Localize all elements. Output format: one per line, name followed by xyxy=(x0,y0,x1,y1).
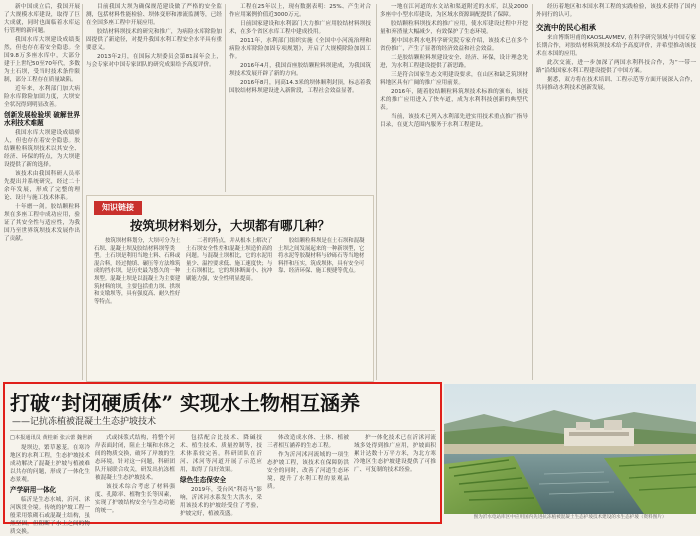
middle-right-column xyxy=(229,3,371,193)
article-headline: 打破“封闭硬质体” 实现水土物相互涵养 xyxy=(10,391,360,415)
headline-rule xyxy=(10,430,435,431)
article-paragraph: 2019年，受台风“利奇马”影响，沂沭河水系发生大洪水，采用该技术的护坡经受住了考验，护坡完好，植被茂盛。 xyxy=(180,487,262,517)
article-paragraph: 式或抹浆式结构，将整个河岸表面封闭，阻止土壤和水体之间的物质交换，破坏了岸坡的生态环境。针对这一问题，科研团队开展联合攻关，研发出抗冻植被混凝土生态护坡技术。 xyxy=(95,435,175,481)
dam-photo xyxy=(444,384,696,514)
far-right-paragraph: 据悉，双方将在技术培训、工程示范等方面开展深入合作，共同推动水利技术创新发展。 xyxy=(536,77,696,91)
article-paragraph: 作为沂河沭河流域的一项生态护坡工程，该技术在保障防洪安全的同时，改善了河道生态环境，提升了水利工程的景观品质。 xyxy=(267,452,349,490)
left-paragraph: 近年来，水利部门加大病险水库除险加固力度，大坝安全状况得到明显改善。 xyxy=(4,86,80,108)
knowledge-link-col xyxy=(278,238,366,374)
article-section-heading: 绿色生态保安全 xyxy=(180,476,227,484)
left-paragraph: 我国水库大坝建设成绩斐然，但也存在着安全隐患。全国9.8万多座水库中，大部分建于上世纪50至70年代，多数为土石坝，受当时技术条件限制，部分工程存在质量缺陷。 xyxy=(4,37,80,83)
knowledge-paragraph: 胶结颗粒料坝是在土石坝和混凝土坝之间发展起来的一种新坝型，它将水泥等胶凝材料与砂砾石等当地材料拌和压实，筑成坝体，具有安全可靠、经济环保、施工便捷等优点。 xyxy=(278,238,365,275)
article-paragraph: 护一体化技术已在沂沭河流域多处得到推广应用，护坡面积累计达数十万平方米，为北方寒冷地区生态护坡建设提供了可推广、可复制的技术经验。 xyxy=(354,435,436,473)
middle-paragraph: 2016年8月，同高14.3米的坝体顺利封顶，标志着我国胶结材料坝建设进入新阶段，工程社会效益显著。 xyxy=(229,80,371,94)
middle-paragraph: 目前我国大坝为确保规范建设做了严格的安全监测，包括材料性能检验、坝体变形和渗流监测等，已经在全国多座工程中开展应用。 xyxy=(86,4,222,26)
right-paragraph: 二是胶结颗粒料坝建设安全、经济、环保，设计理念先进，为水利工程建设提供了新思路。 xyxy=(380,55,528,69)
left-article-column xyxy=(4,3,80,379)
right-column xyxy=(380,3,528,379)
article-col-4 xyxy=(267,434,349,520)
middle-paragraph: 2016年4月，我国首座胶结颗粒料坝建成，为我国筑坝技术发展开辟了新的方向。 xyxy=(229,63,371,77)
article-section-heading: 产学研用一体化 xyxy=(10,486,57,494)
knowledge-link-col xyxy=(186,238,274,374)
photo-caption: 图为沂水电站库区中应用国内先进抗冻植被混凝土生态护坡技术建设的水生态护坡（资料图片） xyxy=(473,515,667,520)
knowledge-paragraph: 二者的特点，并从根本上解决了土石坝安全性差和混凝土坝造价高的问题。与混凝土坝相比，它的水泥用量少、温控要求低、施工速度快；与土石坝相比，它的坝体断面小、抗冲刷能力强，安全性明显提高。 xyxy=(186,238,273,282)
article-paragraph: 该技术综合考虑了材料强度、孔隙率、植物生长等因素，实现了护坡结构安全与生态功能的统一。 xyxy=(95,484,175,514)
middle-paragraph: 日前国家建设和水利部门大力推广应用胶结材料坝技术，在多个省区水库工程中建成投用。 xyxy=(229,21,371,35)
article-col-1 xyxy=(10,434,93,535)
knowledge-paragraph: 按筑坝材料划分，大坝可分为土石坝、混凝土坝及胶结材料坝等类型。土石坝是利用当地土料、石料或混合料，经过抛填、碾压等方法堆筑成的挡水坝，是历史最为悠久的一种坝型。混凝土坝是以混凝土为主要建筑材料的坝，主要包括重力坝、拱坝和支墩坝等，具有强度高、耐久性好等特点。 xyxy=(94,238,181,305)
far-right-paragraph: 此次交流，进一步加深了两国水利科技合作，为“一带一路”沿线国家水利工程建设提供了中国方案。 xyxy=(536,60,696,74)
middle-paragraph: 胶结材料坝技术的研究和推广，为病险水库除险加固提供了新途径，对提升我国水利工程安全水平具有重要意义。 xyxy=(86,29,222,51)
article-subheadline: ——记抗冻植被混凝土生态护坡技术 xyxy=(12,417,157,427)
far-right-column xyxy=(536,3,696,379)
knowledge-link-title: 按筑坝材料划分，大坝都有哪几种？ xyxy=(129,218,330,233)
article-col-5 xyxy=(354,434,436,520)
knowledge-link-col xyxy=(94,238,182,374)
far-right-paragraph: 来自博斯坦甫的KAOSLAVMEV, 在科学研究领域与中国专家长期合作，对胶结材料筑坝技术给予高度评价，并希望推动该技术在本国的应用。 xyxy=(536,35,696,57)
column-divider xyxy=(82,4,83,380)
right-paragraph: 胶结颗粒料坝技术的推广应用，使水库建设过程中开挖量和弃渣量大幅减少，有效保护了生态环境。 xyxy=(380,21,528,35)
article-byline: □本报通讯员 黄桂新 张云蕾 魏世新 xyxy=(10,435,93,441)
right-paragraph: 一地在江河道的水文站和渠道附近的水库，以及2000多座中小型水库建设，为区域水资源调配提供了保障。 xyxy=(380,4,528,18)
article-col-2 xyxy=(95,434,175,520)
left-paragraph: 新中国成立后，我国开展了大规模水库建设，取得了巨大成就，同时也面临着水库运行管理的新问题。 xyxy=(4,4,80,34)
article-paragraph: 体改造成水体、土体、植被三者相互涵养的生态工程。 xyxy=(267,435,349,449)
column-divider xyxy=(225,4,226,192)
middle-top-column xyxy=(86,3,222,193)
middle-paragraph: 2013年2月，在国际大坝委员会第81届年会上，与会专家对中国专家团队的研究成果给予高度评价。 xyxy=(86,54,222,68)
right-paragraph: 据中国水利水电科学研究院专家介绍，该技术已在多个省份推广，产生了显著的经济效益和社会效益。 xyxy=(380,38,528,52)
right-paragraph: 当前，该技术已列入水利部先进实用技术重点推广指导目录，在更大范围内服务于水利工程建设。 xyxy=(380,114,528,128)
left-paragraph: 该技术由我国科研人员率先提出并系统研究，经过二十余年发展，形成了完整的理论、设计与施工技术体系。 xyxy=(4,171,80,201)
middle-paragraph: 工程在25年以上，现有数据表明：25%、产生对合作应用案例价值近3000万元。 xyxy=(229,4,371,18)
article-paragraph: 临沂是生态水城，沂河、沭河纵贯全境。传统的护坡工程一般采用浆砌石或混凝土结构，虽然坚固，但阻断了水土之间的物质交换。 xyxy=(10,497,90,535)
far-right-paragraph: 经历着地区和本国水利工程的实践检验，该技术获得了国内外同行的认可。 xyxy=(536,4,696,18)
article-col-3 xyxy=(180,434,262,520)
column-divider xyxy=(376,4,377,380)
knowledge-link-tag: 知识链接 xyxy=(94,201,142,215)
column-divider xyxy=(532,4,533,380)
left-paragraph: 十年磨一剑。胶结颗粒料坝在多座工程中成功应用，验证了其安全性与适应性，为我国乃至世界筑坝技术发展作出了贡献。 xyxy=(4,204,80,242)
knowledge-link-box xyxy=(86,195,374,382)
article-paragraph: 包括配合比技术、降碱技术、植生技术、质量控制等，技术体系较完善。科研团队在沂河、沭河等河道开展了示范应用，取得了良好效果。 xyxy=(180,435,262,473)
left-paragraph: 我国水库大坝建设成绩骄人，但也存在着安全隐患。胶结颗粒料筑坝技术以其安全、经济、环保的特点，为大坝建设提供了新的选择。 xyxy=(4,130,80,168)
left-section-heading: 创新发展检验坝 破解世界水利技术难题 xyxy=(4,111,80,127)
right-paragraph: 三是符合国家生态文明建设要求，在山区和缺乏筑坝材料地区具有广阔的推广应用前景。 xyxy=(380,72,528,86)
right-paragraph: 2016年，随着胶结颗粒料筑坝技术标准的颁布，该技术的推广应用进入了快车道，成为水利科技创新的典型代表。 xyxy=(380,89,528,111)
far-right-heading: 交流中的民心相承 xyxy=(536,23,596,32)
middle-paragraph: 2011年，水利部门组织实施《全国中小河流治理和病险水库除险加固专项规划》，开启了大规模除险加固工作。 xyxy=(229,38,371,60)
article-paragraph: 堤坝边，繁草葱茏。在寒冷地区的水利工程，生态护坡技术成功解决了混凝土护坡与植被难以共存的问题，形成了一体化生态景观。 xyxy=(10,445,90,483)
